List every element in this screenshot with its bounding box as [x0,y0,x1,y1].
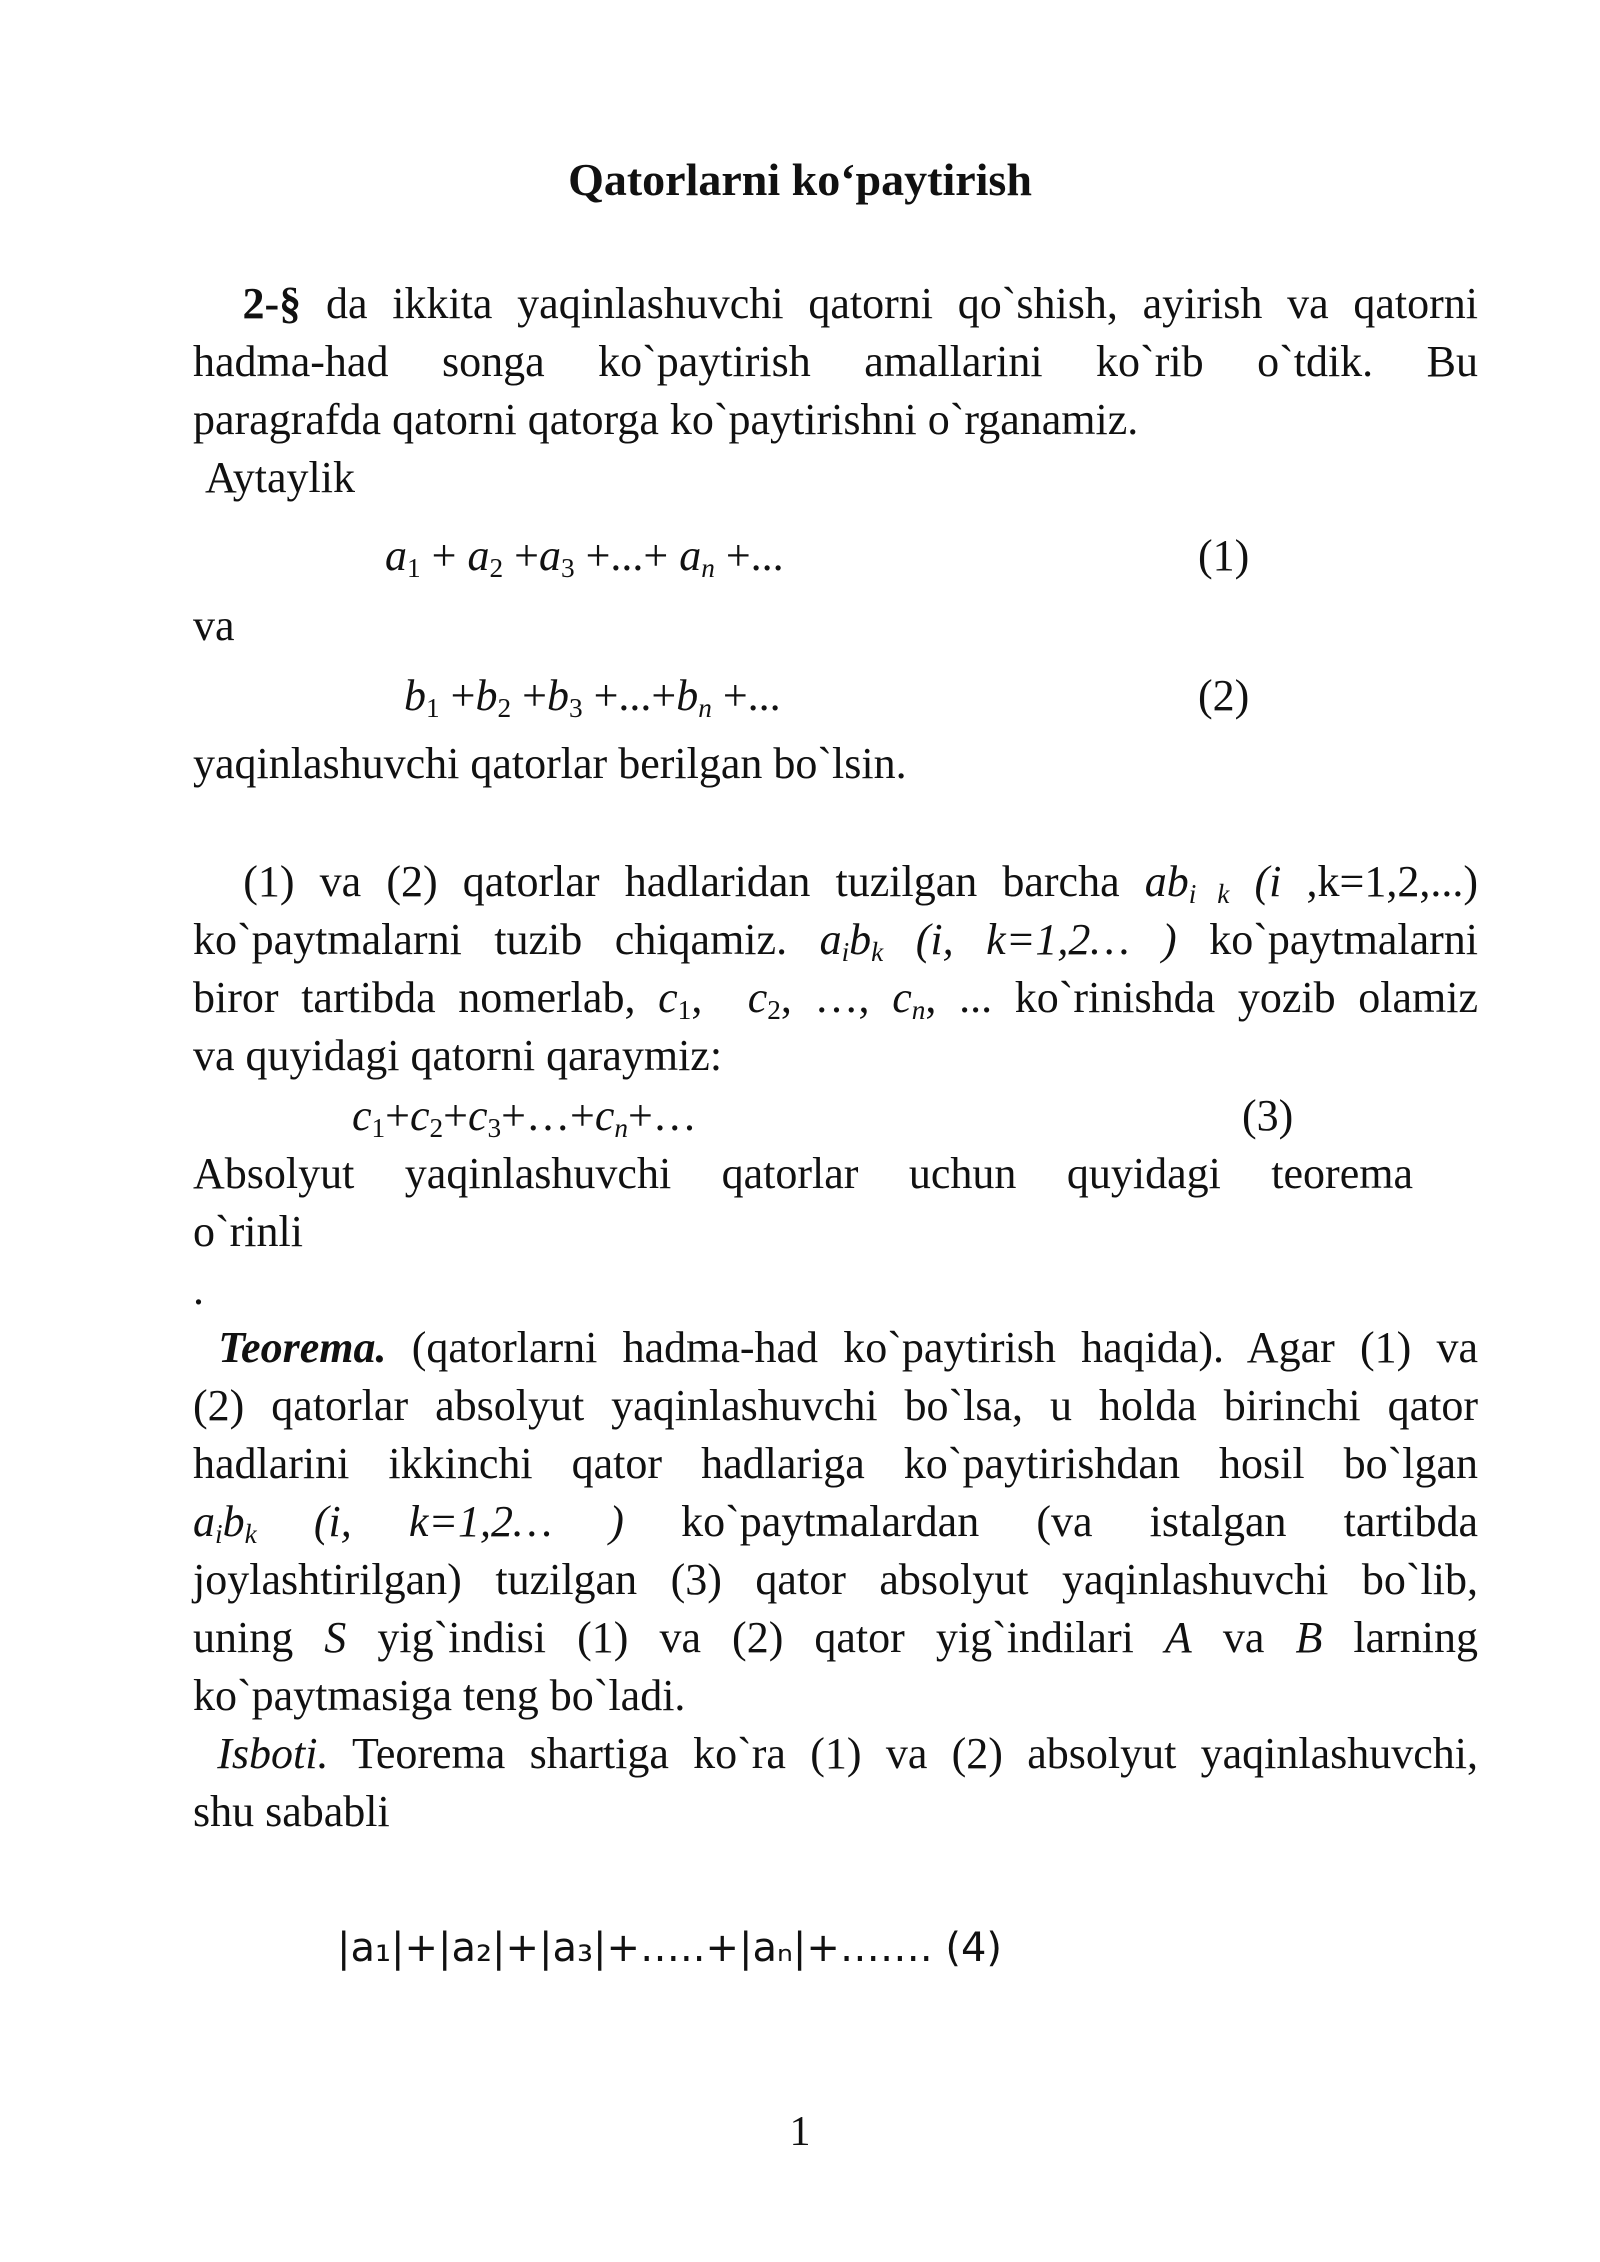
para2-line-4: va quyidagi qatorni qaraymiz: [193,1031,723,1080]
series-2-formula: $b_1 +b_2 +b_3 +...+b_n$ +... [404,671,781,723]
absolute-line-1: Absolyut yaqinlashuvchi qatorlar uchun quyidagi teorema [193,1149,1413,1198]
equation-number-3: (3) [1242,1091,1294,1140]
para2-line-2: ko`paytmalarni tuzib chiqamiz. $a_ib_k$ (i, k=1,2… ) ko`paytmalarni [193,915,1478,967]
absolute-line-2: o`rinli [193,1207,303,1256]
intro-line-2: hadma-had songa ko`paytirish amallarini ko`rib o`tdik. Bu [193,337,1478,386]
intro-line-1 [193,276,1478,332]
theorem-line-5: joylashtirilgan) tuzilgan (3) qator absolyut yaqinlashuvchi bo`lib, [193,1555,1478,1604]
para2-line-3: biror tartibda nomerlab, $c_1$, $c_2$, …, $c_n$, ... ko`rinishda yozib olamiz [193,973,1479,1025]
intro-text-1: da ikkita yaqinlashuvchi qatorni qo`shish, ayirish va qatorni [325,279,1479,328]
intro-line-3: paragrafda qatorni qatorga ko`paytirishni o`rganamiz. [193,395,1139,444]
theorem-line-7: ko`paytmasiga teng bo`ladi. [193,1671,686,1720]
theorem-line-2: (2) qatorlar absolyut yaqinlashuvchi bo`lsa, u holda birinchi qator [193,1381,1478,1430]
va-line: va [193,601,235,650]
stray-dot: . [193,1265,204,1314]
theorem-label: Teorema. [218,1323,387,1372]
page-number: 1 [789,2109,811,2155]
series-1-formula: $a_1 + a_2 +a_3$ +...+ $a_n$ +... [385,531,784,583]
series-3-formula: $c_1+c_2+c_3+\dots+c_n+\dots$ [352,1091,697,1143]
intro-line-4: Aytaylik [205,453,355,502]
para2-line-1: (1) va (2) qatorlar hadlaridan tuzilgan barcha $ab_{i k}$ (i ,k=1,2,...) [243,857,1478,909]
series-4-formula: |a₁|+|a₂|+|a₃|+…..+|aₙ|+……. (4) [337,1925,1002,1971]
proof-label: Isboti. [217,1729,329,1778]
equation-number-2: (2) [1198,671,1250,720]
section-ref: 2-§ [242,279,302,328]
proof-line-1: Isboti. Teorema shartiga ko`ra (1) va (2) absolyut yaqinlashuvchi, [217,1729,1478,1778]
theorem-line-1: Teorema. (qatorlarni hadma-had ko`paytirish haqida). Agar (1) va [218,1323,1479,1372]
given-line: yaqinlashuvchi qatorlar berilgan bo`lsin. [193,739,907,788]
page-title: Qatorlarni ko‘paytirish [568,154,1032,205]
theorem-line-4: $a_ib_k$ (i, k=1,2… ) ko`paytmalardan (va istalgan tartibda [193,1497,1479,1549]
theorem-line-6: uning S yig`indisi (1) va (2) qator yig`indilari A va B larning [193,1613,1479,1662]
proof-line-2: shu sababli [193,1787,390,1836]
theorem-line-3: hadlarini ikkinchi qator hadlariga ko`paytirishdan hosil bo`lgan [193,1439,1478,1488]
equation-number-1: (1) [1198,531,1250,580]
